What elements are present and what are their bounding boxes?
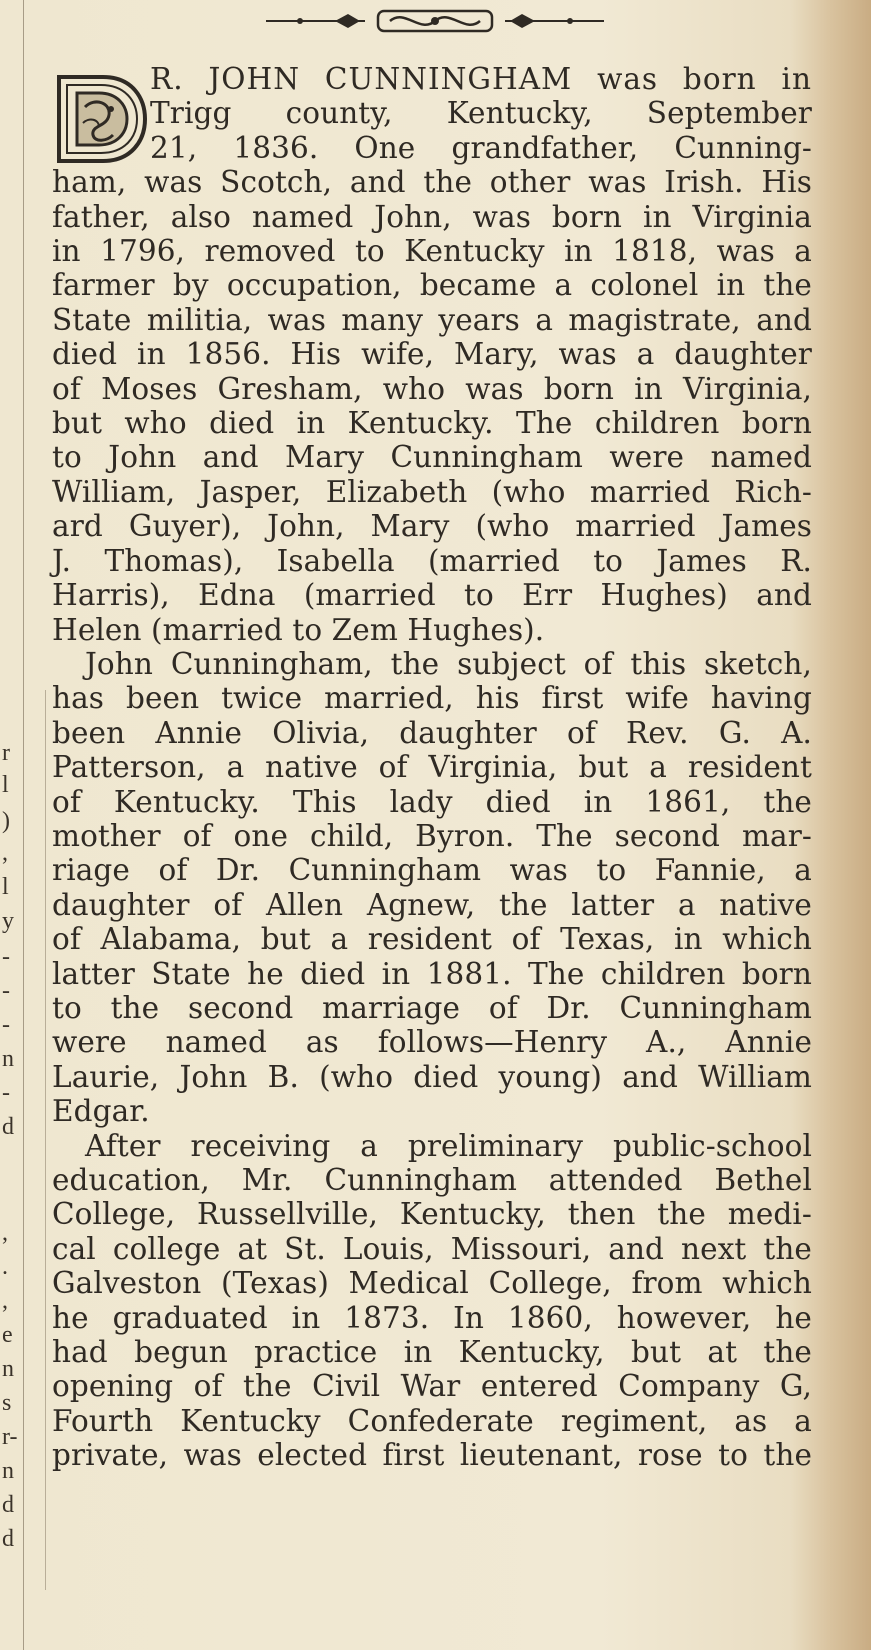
text-line: Helen (married to Zem Hughes). [52,612,545,647]
paragraph-3 [52,1129,812,1473]
text-line: were named as follows—Henry A., Annie [52,1025,812,1060]
text-line: R. JOHN CUNNINGHAM was born in [150,62,812,96]
text-line: Trigg county, Kentucky, September [150,96,812,131]
text-line: ard Guyer), John, Mary (who married James [52,509,812,544]
gutter-char: n [2,1356,14,1382]
text-line: riage of Dr. Cunningham was to Fannie, a [52,853,812,888]
gutter-line [23,0,24,1650]
text-line: in 1796, removed to Kentucky in 1818, was a [52,234,812,269]
gutter-char: - [2,1080,10,1106]
gutter-char: d [2,1114,14,1140]
text-line: education, Mr. Cunningham attended Bethel [52,1163,812,1197]
gutter-char: r- [2,1424,18,1450]
text-line: but who died in Kentucky. The children born [52,406,812,441]
text-line: After receiving a preliminary public-school [85,1128,812,1163]
gutter-char: y [2,908,14,934]
text-line: Fourth Kentucky Confederate regiment, as a [52,1403,812,1438]
gutter-char: , [2,840,8,866]
header-ornament [260,6,610,36]
text-line: Galveston (Texas) Medical College, from which [52,1266,812,1301]
text-line: Edgar. [52,1094,150,1129]
gutter-char: , [2,1288,8,1314]
gutter-char: - [2,978,10,1004]
text-line: been Annie Olivia, daughter of Rev. G. A. [52,715,812,750]
gutter-char: - [2,944,10,970]
text-line: latter State he died in 1881. The children born [52,956,812,991]
text-line: of Alabama, but a resident of Texas, in which [52,922,812,957]
gutter-char: n [2,1046,14,1072]
text-line: farmer by occupation, became a colonel in the [52,268,812,303]
text-line: Laurie, John B. (who died young) and William [52,1059,812,1094]
text-line: William, Jasper, Elizabeth (who married Rich- [52,474,812,509]
gutter-char: , [2,1220,8,1246]
gutter-char: l [2,874,9,900]
text-line: private, was elected first lieutenant, rose to the [52,1438,812,1473]
previous-column-fragments [0,0,22,1650]
gutter-char: d [2,1526,14,1552]
text-line: cal college at St. Louis, Missouri, and next the [52,1231,812,1266]
text-line: John Cunningham, the subject of this sketch, [85,646,812,681]
gutter-char: s [2,1390,12,1416]
text-line: has been twice married, his first wife having [52,681,812,716]
gutter-char: d [2,1492,14,1518]
article-text [52,62,812,1473]
text-line: Harris), Edna (married to Err Hughes) and [52,578,812,613]
text-line: had begun practice in Kentucky, but at the [52,1335,812,1370]
text-line: of Kentucky. This lady died in 1861, the [52,784,812,819]
gutter-char: ) [2,808,10,834]
gutter-char: n [2,1458,14,1484]
paragraph-1 [52,62,812,647]
gutter-char: l [2,772,9,798]
text-line: 21, 1836. One grandfather, Cunning- [150,130,812,165]
text-line: died in 1856. His wife, Mary, was a daughter [52,337,812,372]
text-line: to John and Mary Cunningham were named [52,440,812,475]
text-line: opening of the Civil War entered Company G, [52,1369,812,1404]
text-line: of Moses Gresham, who was born in Virginia, [52,371,812,406]
text-line: to the second marriage of Dr. Cunningham [52,990,812,1025]
paragraph-2 [52,647,812,1129]
gutter-char: . [2,1254,8,1280]
text-line: father, also named John, was born in Virginia [52,199,812,234]
text-line: J. Thomas), Isabella (married to James R. [52,543,812,578]
text-line: State militia, was many years a magistrate, and [52,302,812,337]
text-line: College, Russellville, Kentucky, then the medi- [52,1197,812,1232]
text-line: Patterson, a native of Virginia, but a resident [52,750,812,785]
gutter-char: e [2,1322,13,1348]
text-line: mother of one child, Byron. The second mar- [52,818,812,853]
column-rule [45,690,46,1590]
gutter-char: - [2,1012,10,1038]
gutter-char: r [2,740,10,766]
text-line: daughter of Allen Agnew, the latter a native [52,887,812,922]
text-line: he graduated in 1873. In 1860, however, he [52,1300,812,1335]
text-line: ham, was Scotch, and the other was Irish. His [52,165,812,200]
